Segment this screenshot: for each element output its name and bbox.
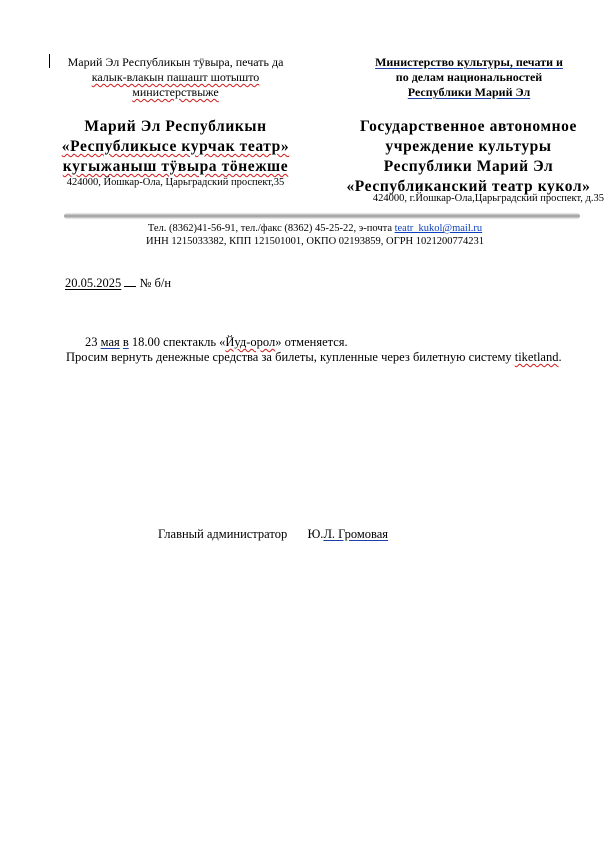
performance-month: мая: [100, 335, 120, 349]
right-theatre-name: [326, 117, 611, 197]
date-underline-space: [124, 286, 136, 287]
document-date: 20.05.2025: [65, 276, 122, 290]
left-theatre-name: [48, 117, 303, 177]
right-ministry-name: [338, 55, 600, 100]
left-ministry-line3: министерствыже: [132, 85, 219, 99]
performance-day: 23: [85, 335, 98, 349]
document-number: № б/н: [139, 276, 172, 290]
right-ministry-line2: по делам национальностей: [395, 70, 543, 84]
left-ministry-line2: калык-влакын пашашт шотышто: [91, 70, 260, 84]
signer-name: Л. Громовая: [323, 527, 389, 541]
left-theatre-line2: «Республикысе курчак театр»: [61, 138, 290, 155]
signature-block: [158, 527, 388, 542]
contact-phones-line: [120, 222, 510, 235]
performance-title: Йуд-орол: [225, 335, 276, 349]
cancel-text: » отменяется.: [275, 335, 348, 349]
right-theatre-line3: Республики Марий Эл: [383, 158, 554, 175]
right-theatre-line1: Государственное автономное: [359, 118, 578, 135]
refund-period: .: [558, 350, 562, 364]
preposition-in: в: [122, 335, 129, 349]
right-ministry-line3: Республики Марий Эл: [407, 85, 531, 99]
signer-position: Главный администратор: [158, 527, 288, 541]
right-theatre-line2: учреждение культуры: [385, 138, 552, 155]
refund-text: Просим вернуть денежные средства за билеты, купленные через билетную систему: [66, 350, 515, 364]
right-address: 424000, г.Йошкар-Ола,Царьградский проспект, д.35: [372, 193, 604, 204]
right-ministry-line1: Министерство культуры, печати и: [375, 55, 563, 69]
body-paragraph-1: [85, 335, 348, 350]
left-ministry-name: [48, 55, 303, 100]
left-theatre-line3: кугыжаныш тӱвыра тӧнежше: [62, 158, 289, 175]
header-divider: [64, 213, 580, 219]
left-theatre-line1: Марий Эл Республикын: [84, 118, 267, 135]
contact-requisites: ИНН 1215033382, КПП 121501001, ОКПО 02193859, ОГРН 1021200774231: [146, 236, 484, 247]
right-theatre-line4: «Республиканский театр кукол»: [346, 178, 591, 195]
email-link[interactable]: teatr_kukol@mail.ru: [394, 223, 483, 234]
date-line: [65, 276, 171, 291]
ticket-system-name: tiketland: [514, 350, 559, 364]
left-ministry-line1: Марий Эл Республикын тӱвыра, печать да: [67, 55, 284, 69]
performance-time: 18.00 спектакль «: [131, 335, 226, 349]
contact-block: [120, 222, 510, 248]
body-paragraph-2: [66, 350, 566, 365]
signer-initials: Ю.: [307, 527, 324, 541]
left-address: 424000, Йошкар-Ола, Царьградский проспект,35: [66, 177, 285, 188]
contact-phones: Тел. (8362)41-56-91, тел./факс (8362) 45-25-22, э-почта: [147, 223, 395, 234]
